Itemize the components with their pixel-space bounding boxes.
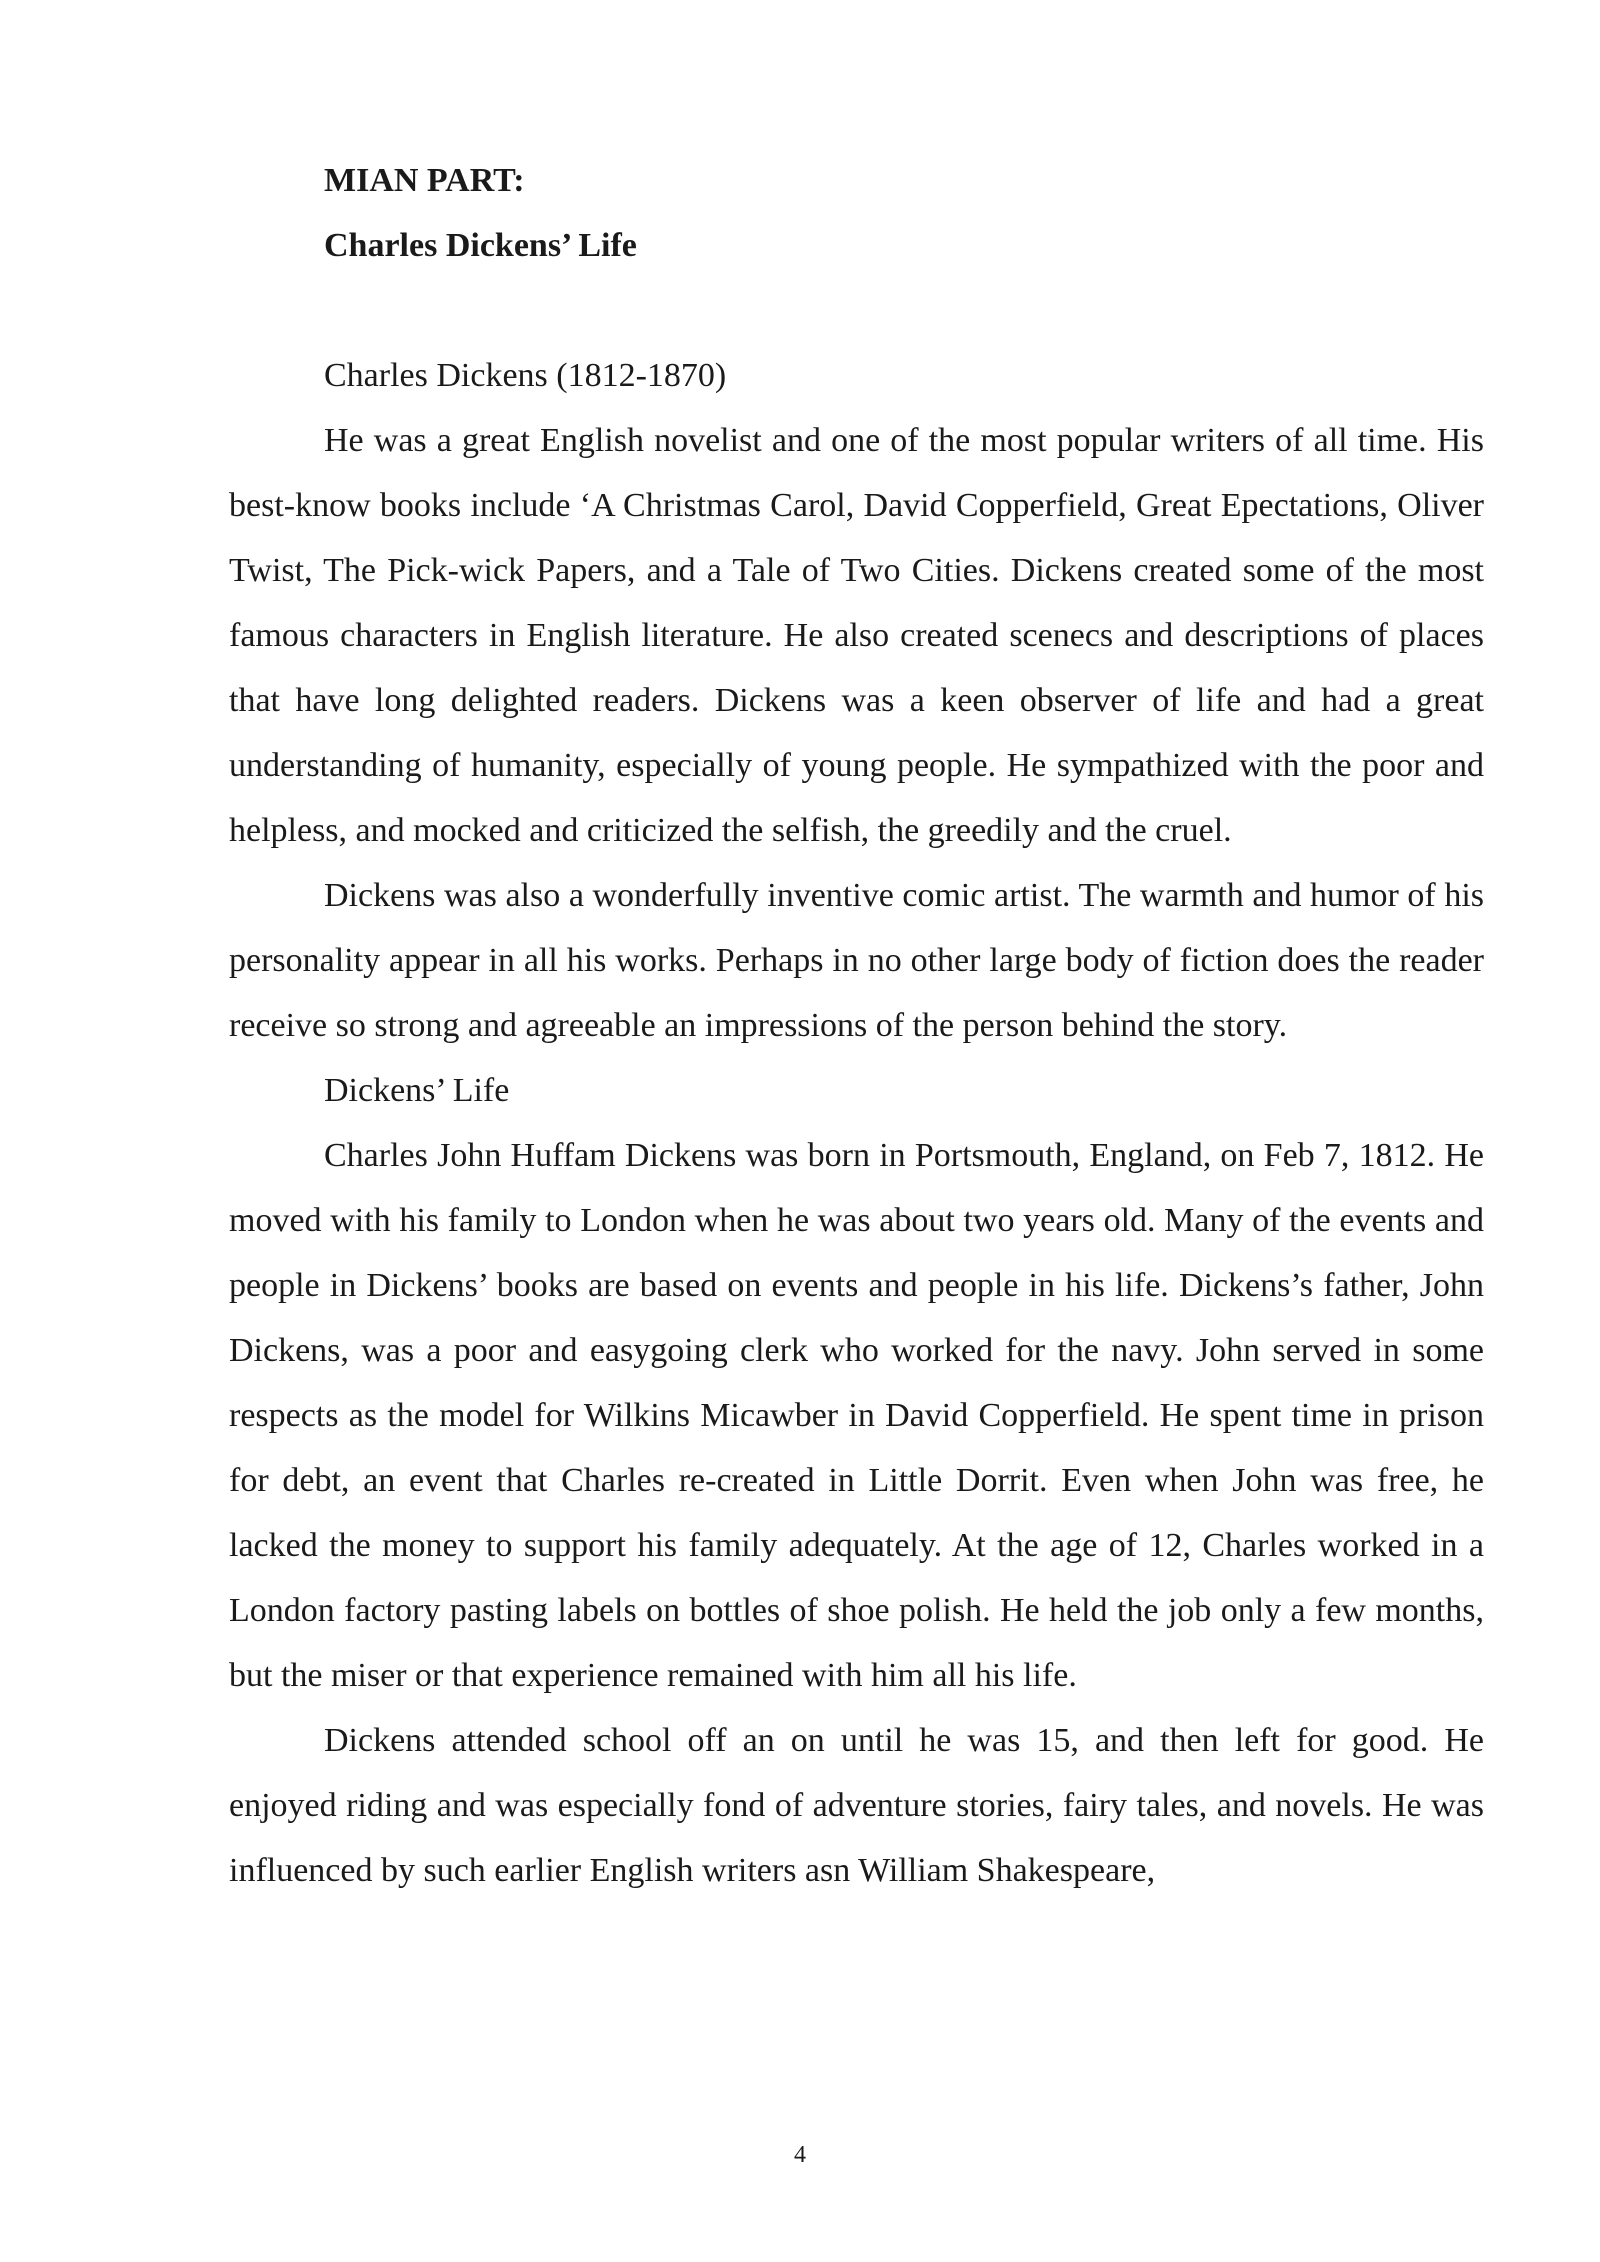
section-subheading: Charles Dickens’ Life	[324, 227, 637, 264]
page-number: 4	[794, 2142, 806, 2168]
page-content	[229, 148, 1484, 1903]
paragraph-intro: He was a great English novelist and one of the most popular writers of all time. His best-know books include ‘A Christmas Carol, David Copperfield, Great Epectations, Oliver Twist, The Pick-wick Papers, and a Tale of Two Cities. Dickens created some of the most famous characters in English literature. He also created scenecs and descriptions of places that have long delighted readers. Dickens was a keen observer of life and had a great understanding of humanity, especially of young people. He sympathized with the poor and helpless, and mocked and criticized the selfish, the greedily and the cruel.	[229, 422, 1484, 849]
paragraph-dates: Charles Dickens (1812-1870)	[324, 357, 727, 394]
paragraph-early-life: Charles John Huffam Dickens was born in Portsmouth, England, on Feb 7, 1812. He moved with his family to London when he was about two years old. Many of the events and people in Dickens’ books are based on events and people in his life. Dickens’s father, John Dickens, was a poor and easygoing clerk who worked for the navy. John served in some respects as the model for Wilkins Micawber in David Copperfield. He spent time in prison for debt, an event that Charles re-created in Little Dorrit. Even when John was free, he lacked the money to support his family adequately. At the age of 12, Charles worked in a London factory pasting labels on bottles of shoe polish. He held the job only a few months, but the miser or that experience remained with him all his life.	[229, 1137, 1484, 1694]
paragraph-education: Dickens attended school off an on until he was 15, and then left for good. He enjoyed riding and was especially fond of adventure stories, fairy tales, and novels. He was influenced by such earlier English writers asn William Shakespeare,	[229, 1722, 1484, 1889]
paragraph-subheading-life: Dickens’ Life	[324, 1072, 510, 1109]
section-heading: MIAN PART:	[324, 162, 525, 199]
paragraph-comic-artist: Dickens was also a wonderfully inventive comic artist. The warmth and humor of his personality appear in all his works. Perhaps in no other large body of fiction does the reader receive so strong and agreeable an impressions of the person behind the story.	[229, 877, 1484, 1044]
blank-line	[229, 278, 1484, 343]
